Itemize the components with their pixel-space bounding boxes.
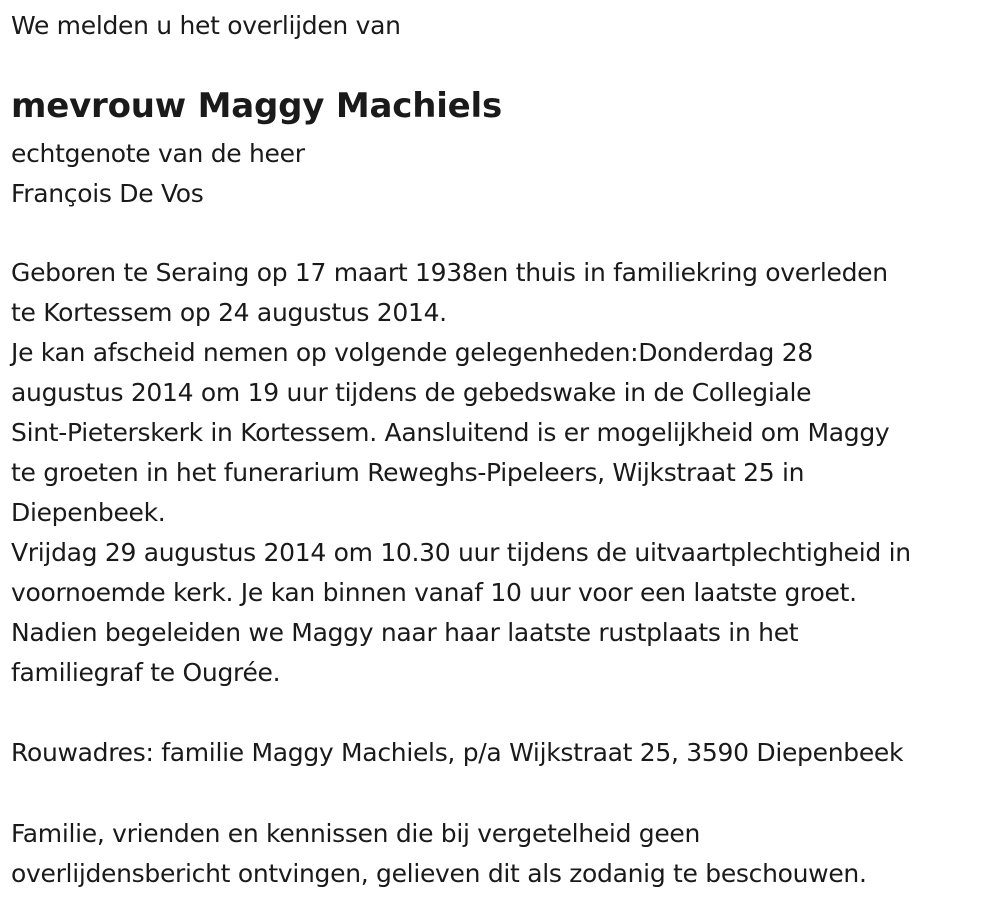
body-line: Vrijdag 29 augustus 2014 om 10.30 uur tijdens de uitvaartplechtigheid in — [11, 538, 911, 567]
body-line: Geboren te Seraing op 17 maart 1938en thuis in familiekring overleden — [11, 258, 888, 287]
body-line: Nadien begeleiden we Maggy naar haar laatste rustplaats in het — [11, 618, 799, 647]
spouse-line-2: François De Vos — [11, 179, 204, 208]
spouse-line-1: echtgenote van de heer — [11, 139, 305, 168]
notice-line-1: Familie, vrienden en kennissen die bij vergetelheid geen — [11, 819, 701, 848]
body-line: augustus 2014 om 19 uur tijdens de gebedswake in de Collegiale — [11, 378, 812, 407]
obituary-body — [11, 253, 911, 693]
notice-line-2: overlijdensbericht ontvingen, gelieven dit als zodanig te beschouwen. — [11, 859, 867, 888]
body-line: Sint-Pieterskerk in Kortessem. Aansluitend is er mogelijkheid om Maggy — [11, 418, 890, 447]
body-line: familiegraf te Ougrée. — [11, 658, 281, 687]
body-line: Diepenbeek. — [11, 498, 166, 527]
body-line: voornoemde kerk. Je kan binnen vanaf 10 uur voor een laatste groet. — [11, 578, 857, 607]
spouse-block — [11, 134, 305, 214]
closing-notice — [11, 814, 867, 894]
body-line: Je kan afscheid nemen op volgende gelegenheden:Donderdag 28 — [11, 338, 813, 367]
body-line: te groeten in het funerarium Reweghs-Pipeleers, Wijkstraat 25 in — [11, 458, 805, 487]
mourning-address: Rouwadres: familie Maggy Machiels, p/a Wijkstraat 25, 3590 Diepenbeek — [11, 738, 904, 767]
intro-text: We melden u het overlijden van — [11, 11, 401, 40]
deceased-name: mevrouw Maggy Machiels — [11, 86, 503, 126]
body-line: te Kortessem op 24 augustus 2014. — [11, 298, 447, 327]
